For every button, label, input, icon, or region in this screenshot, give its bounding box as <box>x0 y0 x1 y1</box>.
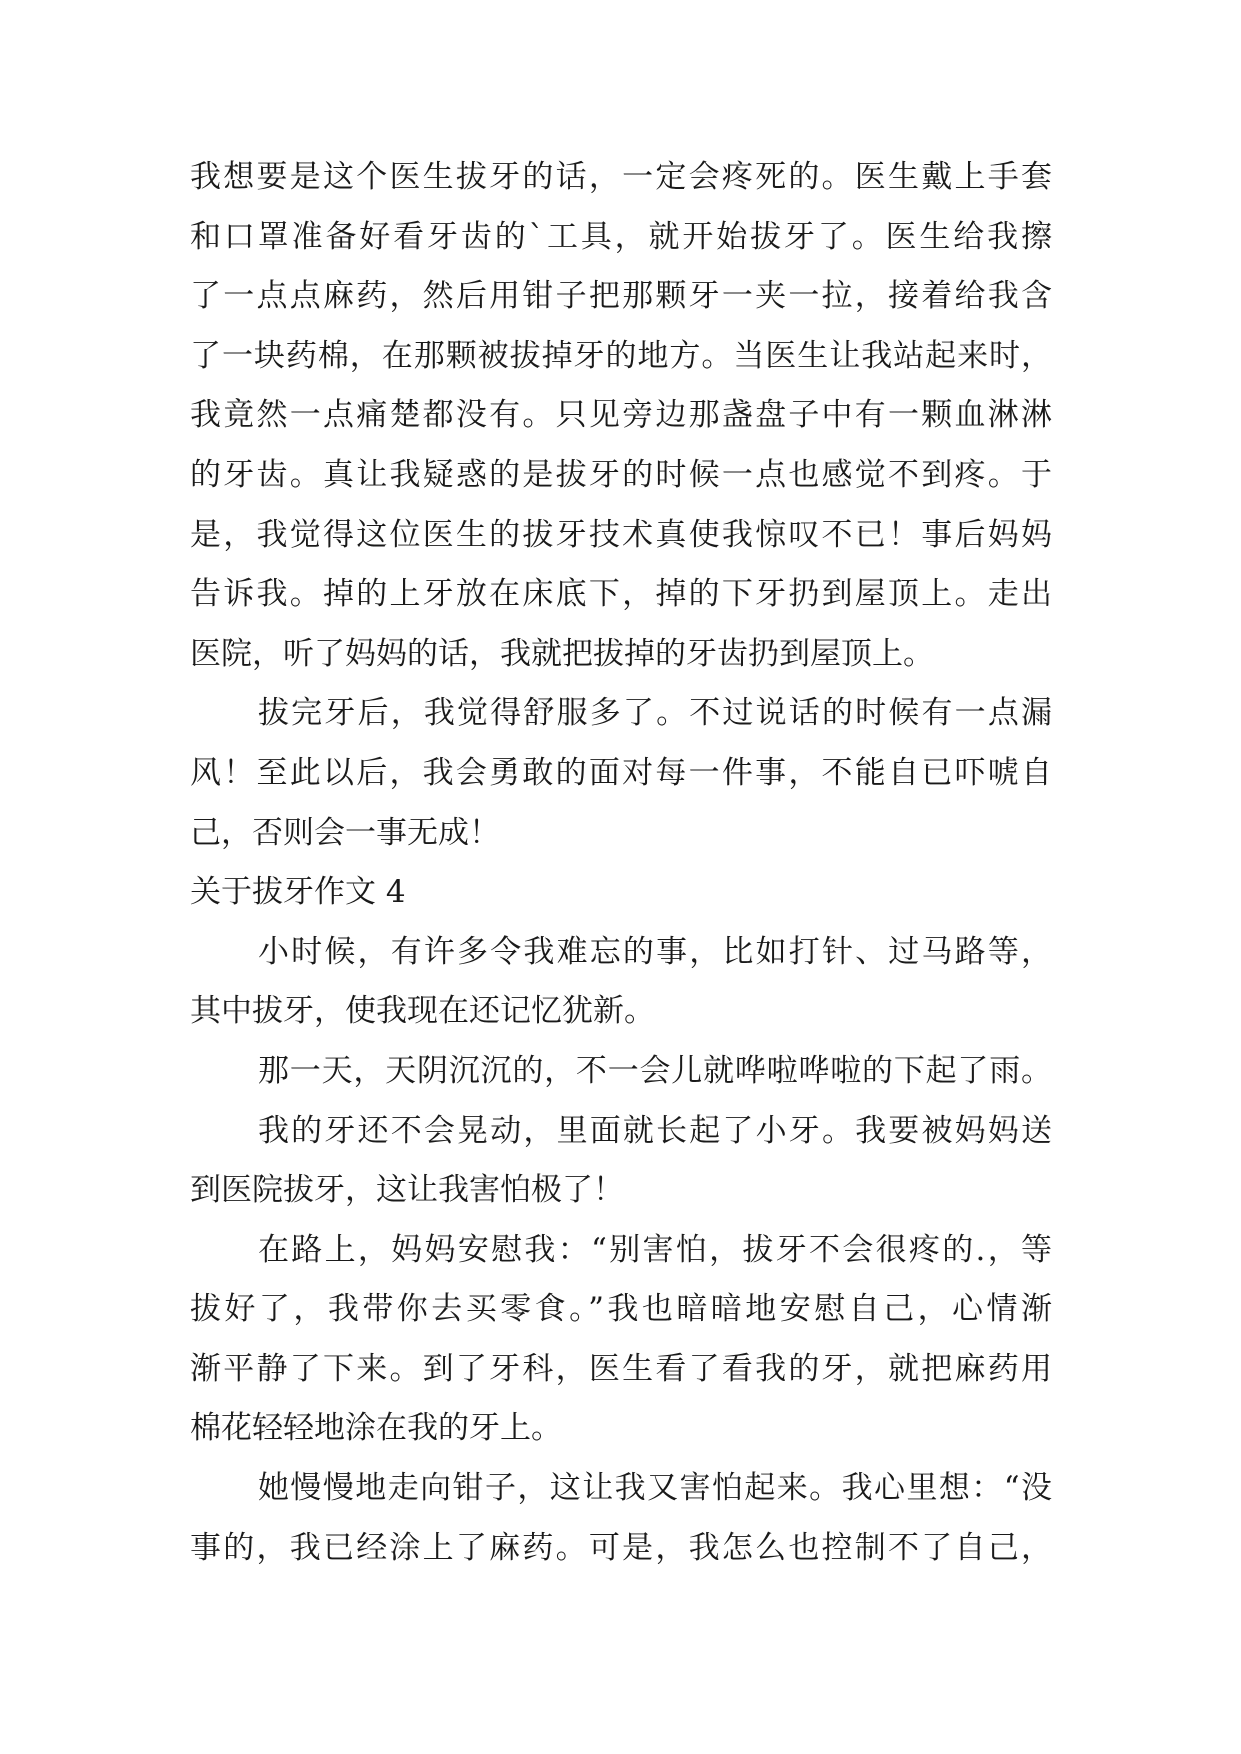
paragraph-start-line: 我的牙还不会晃动，里面就长起了小牙。我要被妈妈送 <box>258 1112 1052 1149</box>
text-line: 我想要是这个医生拔牙的话，一定会疼死的。医生戴上手套 <box>190 159 1052 195</box>
text-line: 我竟然一点痛楚都没有。只见旁边那盏盘子中有一颗血淋淋 <box>190 397 1052 434</box>
paragraph-start-line: 她慢慢地走向钳子，这让我又害怕起来。我心里想：“没 <box>258 1470 1052 1507</box>
text-line: 医院，听了妈妈的话，我就把拔掉的牙齿扔到屋顶上。 <box>190 635 934 672</box>
text-line: 了一点点麻药，然后用钳子把那颗牙一夹一拉，接着给我含 <box>190 278 1052 315</box>
paragraph-start-line: 小时候，有许多令我难忘的事，比如打针、过马路等， <box>258 933 1052 970</box>
text-line: 事的，我已经涂上了麻药。可是，我怎么也控制不了自己， <box>190 1529 1052 1566</box>
paragraph-start-line: 拔完牙后，我觉得舒服多了。不过说话的时候有一点漏 <box>258 695 1052 732</box>
text-line: 风！至此以后，我会勇敢的面对每一件事，不能自已吓唬自 <box>190 754 1052 791</box>
text-line: 告诉我。掉的上牙放在床底下，掉的下牙扔到屋顶上。走出 <box>190 576 1052 613</box>
text-line: 到医院拔牙，这让我害怕极了！ <box>190 1172 624 1209</box>
text-line: 其中拔牙，使我现在还记忆犹新。 <box>190 993 655 1030</box>
paragraph-start-line: 那一天，天阴沉沉的，不一会儿就哗啦哗啦的下起了雨。 <box>258 1052 1052 1089</box>
paragraph-start-line: 在路上，妈妈安慰我：“别害怕，拔牙不会很疼的.，等 <box>258 1231 1052 1268</box>
text-line: 是，我觉得这位医生的拔牙技术真使我惊叹不已！事后妈妈 <box>190 516 1052 553</box>
text-line: 的牙齿。真让我疑惑的是拔牙的时候一点也感觉不到疼。于 <box>190 456 1052 493</box>
text-line: 渐平静了下来。到了牙科，医生看了看我的牙，就把麻药用 <box>190 1350 1052 1387</box>
text-line: 了一块药棉，在那颗被拔掉牙的地方。当医生让我站起来时， <box>190 337 1052 374</box>
document-page <box>190 148 1052 1578</box>
text-line: 己，否则会一事无成！ <box>190 814 500 851</box>
text-line: 棉花轻轻地涂在我的牙上。 <box>190 1410 562 1447</box>
text-line: 拔好了，我带你去买零食。”我也暗暗地安慰自己，心情渐 <box>190 1291 1052 1328</box>
section-heading: 关于拔牙作文 4 <box>190 874 406 911</box>
text-line: 和口罩准备好看牙齿的`工具，就开始拔牙了。医生给我擦 <box>190 218 1052 255</box>
